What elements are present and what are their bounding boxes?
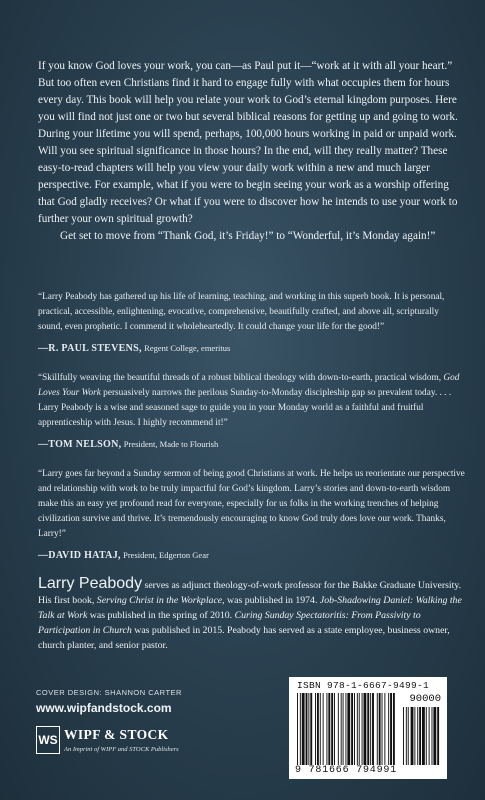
endorsement-hataj [38, 467, 465, 564]
author-bio [38, 576, 465, 653]
description-paragraph-2: During your lifetime you will spend, perhaps, 100,000 hours working in paid or unpaid work. Will you see spiritual significance in those hours? In the end, will they really matter? These easy-to-read chapters will help you view your daily work within a new and much larger perspective. For example, what if you were to begin seeing your work as a worship offering that God gladly receives? Or what if you were to discover how he intends to use your work to further your own spiritual growth? [38, 128, 458, 225]
bio-book-title: Curing Sunday Spectatoritis: From Passivity to Participation in Church [38, 610, 421, 636]
endorsement-text: “Larry goes far beyond a Sunday sermon of being good Christians at work. He helps us reorientate our perspective and relationship with work to be truly impactful for God’s kingdom. Larry’s stories and down-to-earth wisdom make this an easy yet profound read for everyone, especially for us folks in the working trenches of helping civilization survive and thrive. It’s tremendously encouraging to know God truly does love our work. Thanks, Larry!” [38, 469, 465, 539]
endorsement-text-part: persuasively narrows the perilous Sunday-to-Monday discipleship gap so prevalent today. . . . Larry Peabody is a wise and seasoned sage to guide you in your Monday world as a faithful and fruitful apprenticeship with Jesus. I highly recommend it!” [38, 388, 452, 428]
bio-text: serves as adjunct theology-of-work professor for the Bakke Graduate University. His first book, [38, 580, 462, 606]
bio-text: was published in 1974. [224, 595, 320, 606]
endorser-role: Regent College, emeritus [144, 343, 231, 353]
endorsement-nelson [38, 371, 465, 453]
bio-text: was published in the spring of 2010. [87, 610, 235, 621]
endorsement-attribution [38, 548, 465, 564]
endorsement-text: “Larry Peabody has gathered up his life of learning, teaching, and working in this superb book. It is personal, practical, accessible, enlightening, evocative, comprehensive, beautifully crafted, and above all, scripturally sound, even prophetic. I commend it wholeheartedly. It could change your life for the good!” [38, 292, 445, 332]
description-paragraph-1: If you know God loves your work, you can—as Paul put it—“work at it with all your heart.” But too often even Christians find it hard to engage fully with what occupies them for hours every day. This book will help you relate your work to God’s eternal kingdom purposes. Here you will find not just one or two but several biblical reasons for getting up and going to work. [38, 60, 458, 123]
endorsement-attribution [38, 341, 465, 357]
ws-logo-icon: WS [36, 726, 60, 754]
endorsement-text-part: “Skillfully weaving the beautiful threads of a robust biblical theology with down-to-earth, practical wisdom, [38, 373, 444, 383]
bio-book-title: Job-Shadowing Daniel: Walking the Talk at Work [38, 595, 462, 621]
endorsement-stevens [38, 290, 465, 357]
book-title-reference: God Loves Your Work [38, 373, 460, 398]
description-paragraph-3: Get set to move from “Thank God, it’s Friday!” to “Wonderful, it’s Monday again!” [60, 230, 436, 242]
barcode-digits: 9 781666 794991 [295, 765, 398, 776]
isbn-number: ISBN 978-1-6667-9499-1 [297, 680, 430, 691]
price-code: 90000 [409, 693, 441, 705]
publisher-logo [36, 720, 196, 766]
author-name: Larry Peabody [38, 575, 143, 592]
book-description [38, 58, 463, 245]
endorsements [38, 290, 465, 578]
publisher-tagline: An Imprint of WIPF and STOCK Publishers [64, 746, 179, 753]
endorsement-attribution [38, 437, 465, 453]
endorser-role: President, Edgerton Gear [123, 550, 209, 560]
endorsement-text [38, 371, 465, 431]
cover-design-credit: COVER DESIGN: SHANNON CARTER [36, 688, 182, 697]
publisher-url: www.wipfandstock.com [36, 701, 172, 715]
bio-text: was published in 2015. Peabody has served as a state employee, business owner, church planter, and senior pastor. [38, 625, 450, 651]
endorser-name: —R. PAUL STEVENS, [38, 343, 142, 354]
bio-book-title: Serving Christ in the Workplace, [96, 595, 225, 606]
publisher-name: WIPF & STOCK [64, 727, 169, 742]
barcode-bars-icon [295, 693, 441, 765]
isbn-barcode [289, 677, 447, 779]
endorser-role: President, Made to Flourish [123, 439, 219, 449]
endorser-name: —TOM NELSON, [38, 439, 122, 450]
endorser-name: —DAVID HATAJ, [38, 550, 121, 561]
